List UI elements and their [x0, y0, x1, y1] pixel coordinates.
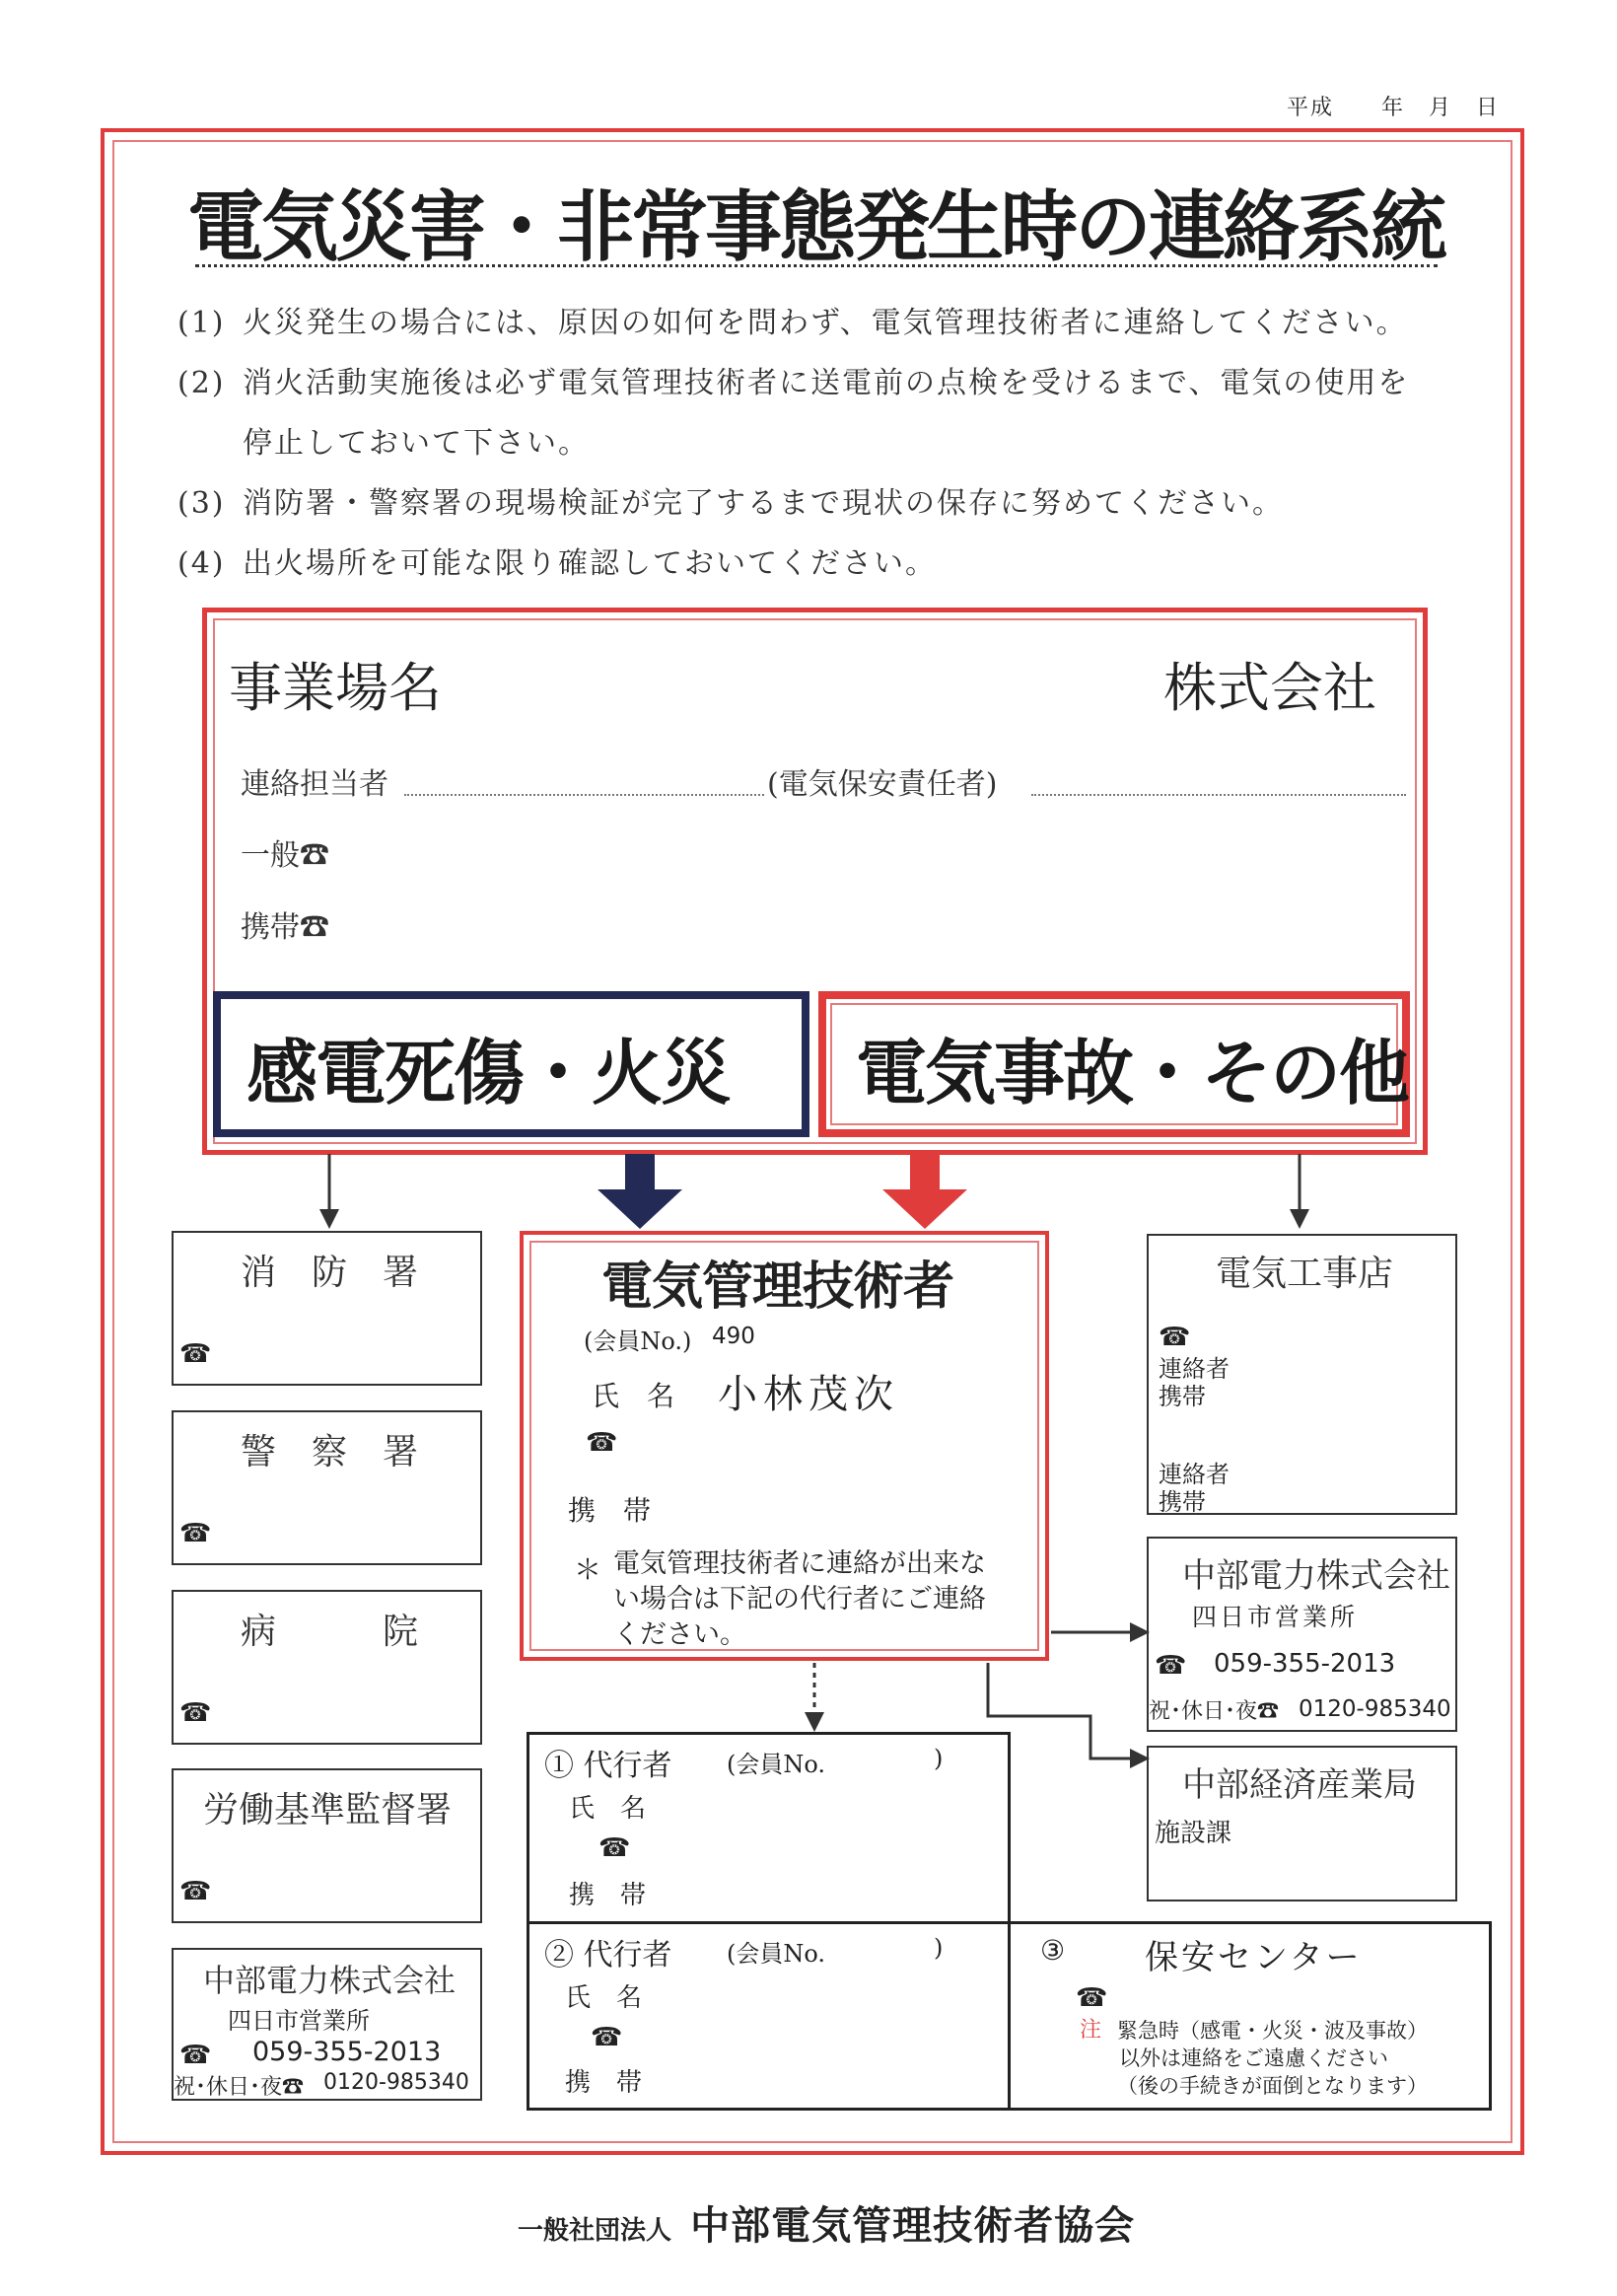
mobile-label: 携 帯	[565, 2068, 643, 2098]
substitute-title: ② 代行者	[544, 1938, 672, 1973]
phone-icon: ☎	[598, 1833, 631, 1863]
chubu-electric-office: 四日市営業所	[1192, 1603, 1359, 1631]
substitute-2-box	[527, 1921, 1011, 2111]
contact-label: 連絡担当者	[241, 767, 388, 802]
contact-2-label: 連絡者	[1159, 1461, 1230, 1488]
chubu-electric-left-box	[172, 1948, 482, 2101]
general-phone-label: 一般☎	[241, 838, 329, 873]
meti-box	[1147, 1746, 1457, 1901]
contact-1-label: 連絡者	[1159, 1355, 1230, 1383]
holiday-label: 祝･休日･夜☎	[174, 2075, 305, 2100]
member-no: 490	[712, 1324, 755, 1349]
caution-line-3: （後の手続きが面倒となります）	[1117, 2074, 1428, 2098]
police-label: 警 察 署	[241, 1432, 419, 1472]
member-close: )	[934, 1934, 944, 1962]
member-close: )	[934, 1745, 944, 1772]
caution-line-2: 以外は連絡をご遠慮ください	[1119, 2046, 1388, 2070]
category-shock-fire-label: 感電死傷・火災	[246, 1032, 731, 1114]
safety-center-box	[1008, 1921, 1492, 2111]
fire-dept-box	[172, 1231, 482, 1386]
manager-name-label: 氏 名	[592, 1380, 675, 1412]
mobile-label: 携 帯	[569, 1881, 647, 1910]
contractor-box	[1147, 1234, 1457, 1515]
member-label: (会員No.)	[584, 1327, 692, 1355]
labor-office-label: 労働基準監督署	[203, 1790, 453, 1830]
phone-icon: ☎	[179, 2041, 212, 2070]
name-label: 氏 名	[569, 1794, 647, 1824]
note-3: (3) 消防署・警察署の現場検証が完了するまで現状の保存に努めてください。	[177, 486, 1284, 521]
manager-name: 小林茂次	[718, 1372, 899, 1417]
chubu-electric-name: 中部電力株式会社	[1182, 1556, 1450, 1596]
name-label: 氏 名	[565, 1983, 643, 2013]
chubu-electric-right-box	[1147, 1537, 1457, 1732]
manager-label: (電気保安責任者)	[767, 767, 998, 802]
phone-icon: ☎	[179, 1519, 212, 1548]
page-title: 電気災害・非常事態発生時の連絡系統	[187, 183, 1445, 272]
chubu-electric-phone: 059-355-2013	[1214, 1649, 1396, 1679]
note-2: (2) 消火活動実施後は必ず電気管理技術者に送電前の点検を受けるまで、電気の使用を	[177, 366, 1410, 400]
footer	[518, 2194, 1135, 2251]
phone-icon: ☎	[179, 1698, 212, 1728]
company-suffix: 株式会社	[1163, 657, 1376, 719]
substitute-title: ① 代行者	[544, 1749, 672, 1783]
note-2-cont: 停止しておいて下さい。	[243, 426, 590, 461]
note-1: (1) 火災発生の場合には、原因の如何を問わず、電気管理技術者に連絡してください。	[177, 306, 1408, 340]
phone-icon: ☎	[179, 1877, 212, 1906]
phone-icon: ☎	[1076, 1983, 1108, 2013]
phone-icon: ☎	[591, 2023, 623, 2052]
footer-org-name: 中部電気管理技術者協会	[690, 2202, 1136, 2249]
mobile-1-label: 携帯	[1159, 1383, 1206, 1410]
member-label: (会員No.	[727, 1940, 826, 1968]
holiday-phone: 0120-985340	[323, 2070, 469, 2095]
meti-name: 中部経済産業局	[1182, 1765, 1417, 1805]
date-line: 平成 年 月 日	[1287, 96, 1501, 120]
mobile-phone-label: 携帯☎	[241, 910, 329, 945]
police-box	[172, 1410, 482, 1565]
contractor-title: 電気工事店	[1216, 1254, 1394, 1294]
manager-note: 電気管理技術者に連絡が出来ない場合は下記の代行者にご連絡ください。	[613, 1548, 986, 1650]
member-label: (会員No.	[727, 1751, 826, 1778]
phone-icon: ☎	[1155, 1651, 1187, 1681]
hospital-label: 病 院	[241, 1612, 419, 1652]
workplace-name-label: 事業場名	[229, 657, 442, 719]
hospital-box	[172, 1590, 482, 1745]
chubu-electric-office: 四日市営業所	[228, 2007, 370, 2035]
category-accident-other-label: 電気事故・その他	[856, 1032, 1409, 1114]
chubu-electric-phone: 059-355-2013	[252, 2037, 442, 2067]
caution-line-1: 緊急時（感電・火災・波及事故）	[1117, 2019, 1428, 2043]
phone-icon: ☎	[1159, 1323, 1191, 1352]
labor-office-box	[172, 1768, 482, 1923]
fire-dept-label: 消 防 署	[241, 1253, 419, 1293]
manager-mobile-label: 携 帯	[568, 1494, 652, 1527]
footer-org-type: 一般社団法人	[518, 2216, 672, 2246]
note-4: (4) 出火場所を可能な限り確認しておいてください。	[177, 546, 937, 581]
caution-mark: 注	[1080, 2018, 1102, 2043]
phone-icon: ☎	[586, 1428, 618, 1458]
chubu-electric-name: 中部電力株式会社	[203, 1962, 457, 1999]
manager-title: 電気管理技術者	[601, 1257, 954, 1317]
safety-center-num: ③	[1040, 1934, 1066, 1967]
meti-dept: 施設課	[1155, 1819, 1232, 1848]
holiday-phone: 0120-985340	[1299, 1696, 1451, 1722]
mobile-2-label: 携帯	[1159, 1488, 1206, 1516]
note-asterisk: ＊	[574, 1553, 602, 1586]
holiday-label: 祝･休日･夜☎	[1149, 1699, 1280, 1724]
substitute-1-box	[527, 1732, 1011, 1924]
safety-center-name: 保安センター	[1145, 1938, 1363, 1977]
phone-icon: ☎	[179, 1339, 212, 1369]
